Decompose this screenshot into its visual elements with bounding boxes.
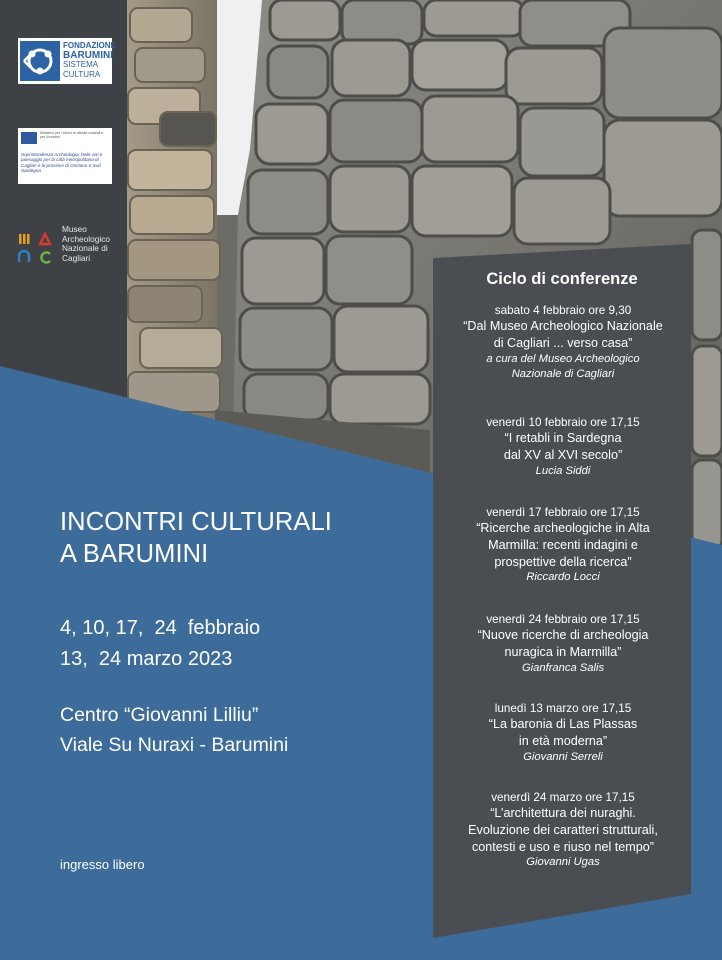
logo-text-line: Museo <box>62 224 87 234</box>
headline-line: INCONTRI CULTURALI <box>60 508 332 536</box>
event-title-line: in età moderna” <box>518 733 608 748</box>
program-event <box>443 790 683 870</box>
event-date: venerdì 17 febbraio ore 17,15 <box>486 506 640 519</box>
event-author-line: Giovanni Serreli <box>523 750 603 763</box>
event-venue <box>60 700 288 760</box>
program-event <box>443 612 683 676</box>
event-dates <box>60 613 260 675</box>
headline-line: A BARUMINI <box>60 540 209 568</box>
ministry-text: Ministero per i beni e le attività culturali e per il turismo <box>40 131 104 139</box>
event-date: sabato 4 febbraio ore 9,30 <box>494 304 632 317</box>
event-title-line: “Dal Museo Archeologico Nazionale <box>463 319 663 333</box>
event-author-line: Nazionale di Cagliari <box>511 367 615 380</box>
free-entry-note: ingresso libero <box>60 857 145 872</box>
event-title-line: dal XV al XVI secolo” <box>503 447 623 462</box>
event-title-line: “L’architettura dei nuraghi. <box>490 806 636 820</box>
soprintendenza-text: Soprintendenza Archeologia, belle arti e paesaggio per la città metropolitana di Cagliari e le province di Oristano e Sud Sardegna <box>21 152 103 174</box>
event-title-line: “I retabli in Sardegna <box>504 431 622 445</box>
event-title-line: nuragica in Marmilla” <box>504 644 622 659</box>
logo-text-line: Nazionale di <box>62 243 108 253</box>
program-title: Ciclo di conferenze <box>486 270 638 288</box>
event-date: venerdì 24 marzo ore 17,15 <box>491 791 635 804</box>
dates-line: 4, 10, 17, 24 febbraio <box>60 617 261 639</box>
event-date: venerdì 24 febbraio ore 17,15 <box>486 613 640 626</box>
event-author-line: Giovanni Ugas <box>526 856 600 869</box>
event-author-line: Riccardo Locci <box>526 571 600 584</box>
logo-text-line: BARUMINI <box>63 49 113 61</box>
logo-text-line: Archeologico <box>62 233 110 244</box>
program-event <box>443 505 683 585</box>
venue-address: Viale Su Nuraxi - Barumini <box>60 734 289 756</box>
program-event <box>443 415 683 479</box>
logo-text-line: Cagliari <box>62 252 91 263</box>
event-date: venerdì 10 febbraio ore 17,15 <box>486 416 640 429</box>
event-title-line: Marmilla: recenti indagini e <box>488 537 638 552</box>
program-event <box>443 303 683 382</box>
event-title-line: Evoluzione dei caratteri strutturali, <box>468 822 658 837</box>
dates-line: 13, 24 marzo 2023 <box>60 648 233 670</box>
event-title-line: “Ricerche archeologiche in Alta <box>476 521 650 535</box>
logo-text-line: CULTURA <box>63 69 101 79</box>
event-title-line: “Nuove ricerche di archeologia <box>477 628 649 642</box>
venue-name: Centro “Giovanni Lilliu” <box>60 704 259 726</box>
event-date: lunedì 13 marzo ore 17,15 <box>494 702 632 715</box>
event-title-line: di Cagliari ... verso casa” <box>493 335 633 350</box>
event-title-line: contesti e uso e riuso nel tempo” <box>471 839 654 854</box>
program-event <box>443 701 683 765</box>
event-title-line: prospettive della ricerca” <box>494 554 632 569</box>
event-author-line: Lucia Siddi <box>535 464 591 477</box>
event-headline <box>60 506 332 570</box>
logo-text-line: SISTEMA <box>63 60 99 69</box>
event-title-line: “La baronia di Las Plassas <box>488 717 638 731</box>
event-author-line: a cura del Museo Archeologico <box>486 352 640 365</box>
event-author-line: Gianfranca Salis <box>521 661 605 674</box>
logo-text-line: FONDAZIONE <box>63 41 116 50</box>
